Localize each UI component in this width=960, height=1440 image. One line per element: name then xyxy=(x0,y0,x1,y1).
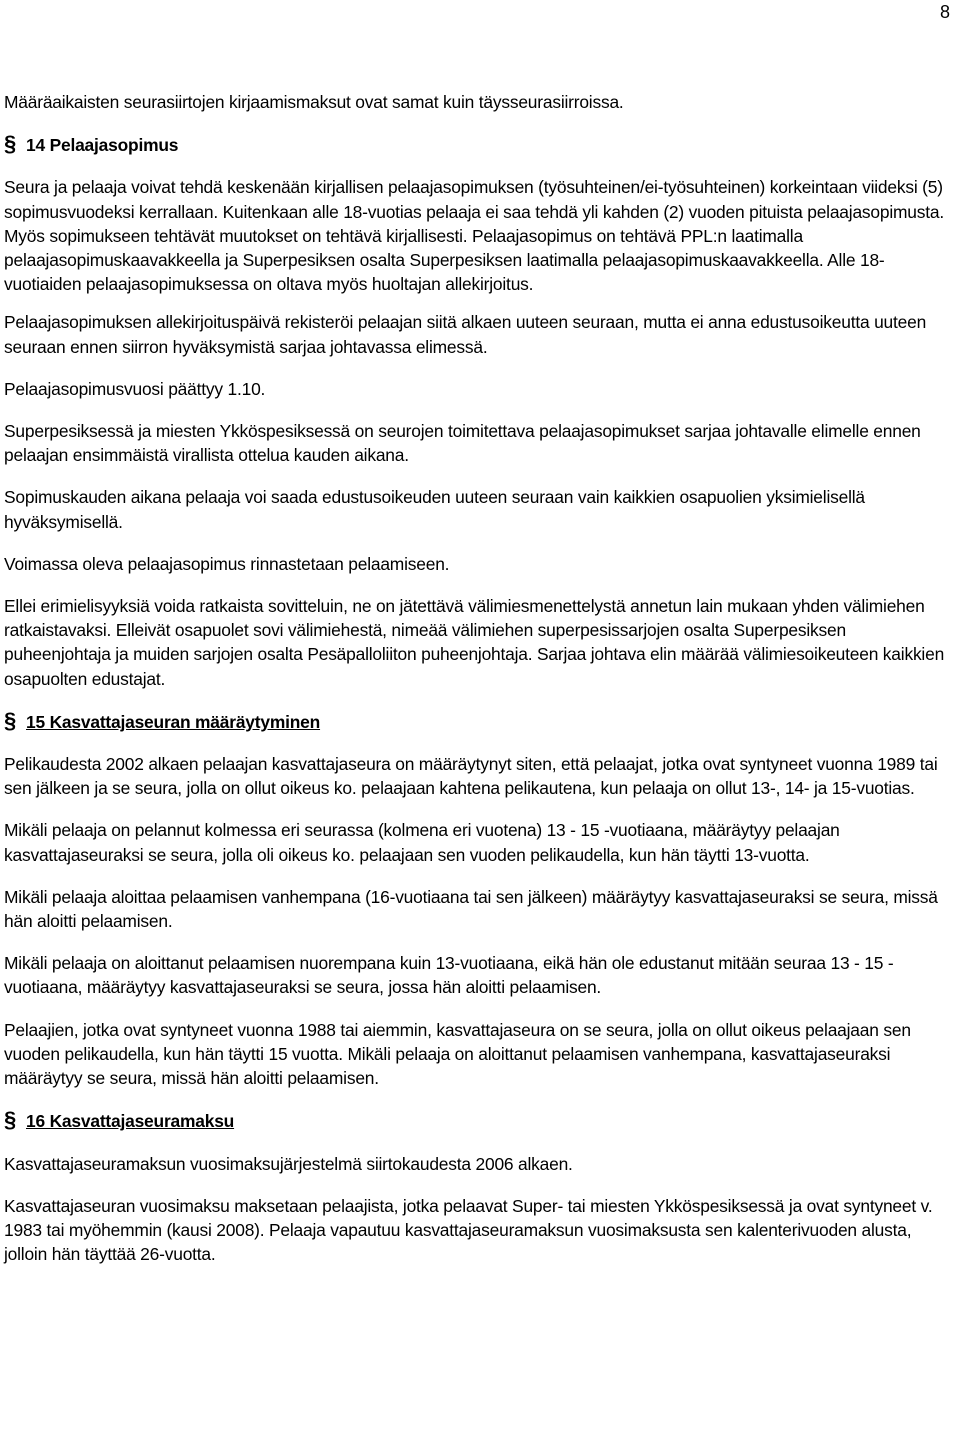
section-symbol: § xyxy=(4,1107,17,1133)
section-16-title: 16 Kasvattajaseuramaksu xyxy=(26,1111,235,1132)
section-14-paragraph: Pelaajasopimuksen allekirjoituspäivä rekisteröi pelaajan siitä alkaen uuteen seuraan, mutta ei anna edustusoikeutta uuteen seuraan ennen siirron hyväksymistä sarjaa johtavassa elimessä. xyxy=(4,312,927,357)
section-15-paragraph: Pelikaudesta 2002 alkaen pelaajan kasvattajaseura on määräytynyt siten, että pelaajat, jotka ovat syntyneet vuonna 1989 tai sen jälkeen ja se seura, jolla on ollut oikeus ko. pelaajaan kahtena pelikautena, kun pelaaja on ollut 13-, 14- ja 15-vuotias. xyxy=(4,754,938,799)
section-14-title: 14 Pelaajasopimus xyxy=(26,135,179,156)
section-15-heading xyxy=(4,709,954,734)
section-14-paragraph: Voimassa oleva pelaajasopimus rinnastetaan pelaamiseen. xyxy=(4,553,450,574)
page-number: 8 xyxy=(939,2,950,22)
section-15-paragraph: Mikäli pelaaja on aloittanut pelaamisen nuorempana kuin 13-vuotiaana, eikä hän ole edustanut mitään seuraa 13 - 15 -vuotiaana, määräytyy kasvattajaseuraksi se seura, jossa hän aloitti pelaamisen. xyxy=(4,953,894,998)
section-15-paragraph: Pelaajien, jotka ovat syntyneet vuonna 1988 tai aiemmin, kasvattajaseura on se seura, jolla on ollut oikeus pelaajaan sen vuoden pelikaudella, kun hän täytti 15 vuotta. Mikäli pelaaja on aloittanut pelaamisen vanhempana, kasvattajaseuraksi määräytyy se seura, missä hän aloitti pelaamisen. xyxy=(4,1019,911,1089)
section-16-heading xyxy=(4,1108,954,1133)
section-symbol: § xyxy=(4,707,17,733)
section-14-paragraph: Sopimuskauden aikana pelaaja voi saada edustusoikeuden uuteen seuraan vain kaikkien osapuolien yksimielisellä hyväksymisellä. xyxy=(4,487,865,532)
section-15-paragraph: Mikäli pelaaja aloittaa pelaamisen vanhempana (16-vuotiaana tai sen jälkeen) määräytyy kasvattajaseuraksi se seura, missä hän aloitti pelaamisen. xyxy=(4,886,938,932)
section-symbol: § xyxy=(4,131,17,157)
section-15-title: 15 Kasvattajaseuran määräytyminen xyxy=(26,711,321,732)
paragraph-intro: Määräaikaisten seurasiirtojen kirjaamismaksut ovat samat kuin täysseurasiirroissa. xyxy=(4,92,624,112)
section-14-paragraph: Pelaajasopimusvuosi päättyy 1.10. xyxy=(4,378,266,399)
section-14-paragraph: Seura ja pelaaja voivat tehdä keskenään kirjallisen pelaajasopimuksen (työsuhteinen/ei-työsuhteinen) korkeintaan viideksi (5) sopimusvuodeksi kerrallaan. Kuitenkaan alle 18-vuotias pelaaja ei saa tehdä yli kahden (2) vuoden pituista pelaajasopimusta. Myös sopimukseen tehtävät muutokset on tehtävä kirjallisesti. Pelaajasopimus on tehtävä PPL:n laatimalla pelaajasopimuskaavakkeella ja Superpesiksen osalta Superpesiksen laatimalla pelaajasopimuskaavakkeella. Alle 18-vuotiaiden pelaajasopimuksessa on oltava myös huoltajan allekirjoitus. xyxy=(4,177,945,295)
section-15-paragraph: Mikäli pelaaja on pelannut kolmessa eri seurassa (kolmena eri vuotena) 13 - 15 -vuotiaana, määräytyy pelaajan kasvattajaseuraksi se seura, jolla oli oikeus ko. pelaajaan sen vuoden pelikaudella, kun hän täytti 13-vuotta. xyxy=(4,820,840,865)
section-16-paragraph: Kasvattajaseuran vuosimaksu maksetaan pelaajista, jotka pelaavat Super- tai miesten Ykköspesiksessä ja ovat syntyneet v. 1983 tai myöhemmin (kausi 2008). Pelaaja vapautuu kasvattajaseuramaksun vuosimaksusta sen kalenterivuoden alusta, jolloin hän täyttää 26-vuotta. xyxy=(4,1195,933,1265)
section-14-paragraph: Ellei erimielisyyksiä voida ratkaista sovitteluin, ne on jätettävä välimiesmenettelystä annetun lain mukaan yhden välimiehen ratkaistavaksi. Elleivät osapuolet sovi välimiehestä, nimeää välimiehen superpesissarjojen osalta Superpesiksen puheenjohtaja ja muiden sarjojen osalta Pesäpalloliiton puheenjohtaja. Sarjaa johtava elin määrää välimiesoikeuteen kaikkien osapuolten edustajat. xyxy=(4,596,945,689)
section-14-paragraph: Superpesiksessä ja miesten Ykköspesiksessä on seurojen toimitettava pelaajasopimukset sarjaa johtavalle elimelle ennen pelaajan ensimmäistä virallista ottelua kauden aikana. xyxy=(4,421,921,466)
section-14-heading xyxy=(4,132,954,157)
section-16-paragraph: Kasvattajaseuramaksun vuosimaksujärjestelmä siirtokaudesta 2006 alkaen. xyxy=(4,1153,573,1174)
document-body xyxy=(4,90,954,1284)
